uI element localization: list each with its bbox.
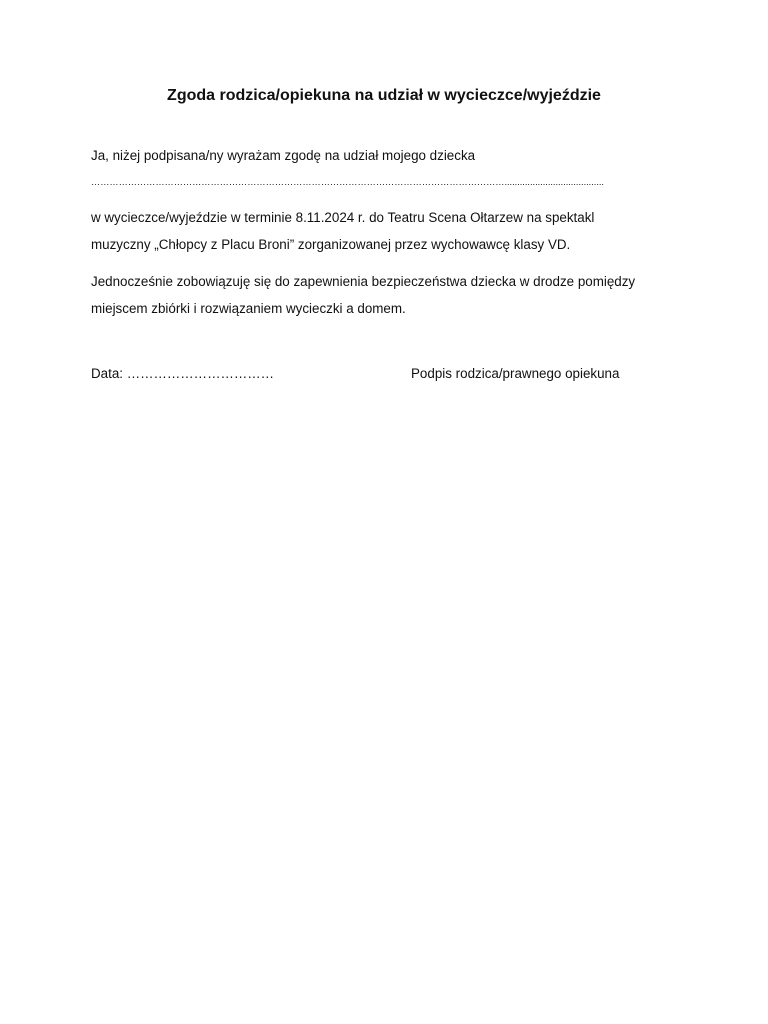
child-name-dotted-line: ………………………………………………………………………………………………………………………....................................... [91, 177, 604, 187]
consent-text-line-1: Ja, niżej podpisana/ny wyrażam zgodę na udział mojego dziecka [91, 148, 476, 163]
safety-statement-line-1: Jednocześnie zobowiązuję się do zapewnienia bezpieczeństwa dziecka w drodze pomiędzy [91, 274, 636, 289]
document-title: Zgoda rodzica/opiekuna na udział w wycieczce/wyjeździe [167, 87, 601, 104]
safety-statement-line-2: miejscem zbiórki i rozwiązaniem wycieczki a domem. [91, 301, 406, 316]
signature-label: Podpis rodzica/prawnego opiekuna [411, 366, 620, 381]
trip-details-line-2: muzyczny „Chłopcy z Placu Broni” zorganizowanej przez wychowawcę klasy VD. [91, 237, 571, 252]
trip-details-line-1: w wycieczce/wyjeździe w terminie 8.11.2024 r. do Teatru Scena Ołtarzew na spektakl [91, 210, 595, 225]
date-field: Data: …………………………… [91, 366, 275, 381]
